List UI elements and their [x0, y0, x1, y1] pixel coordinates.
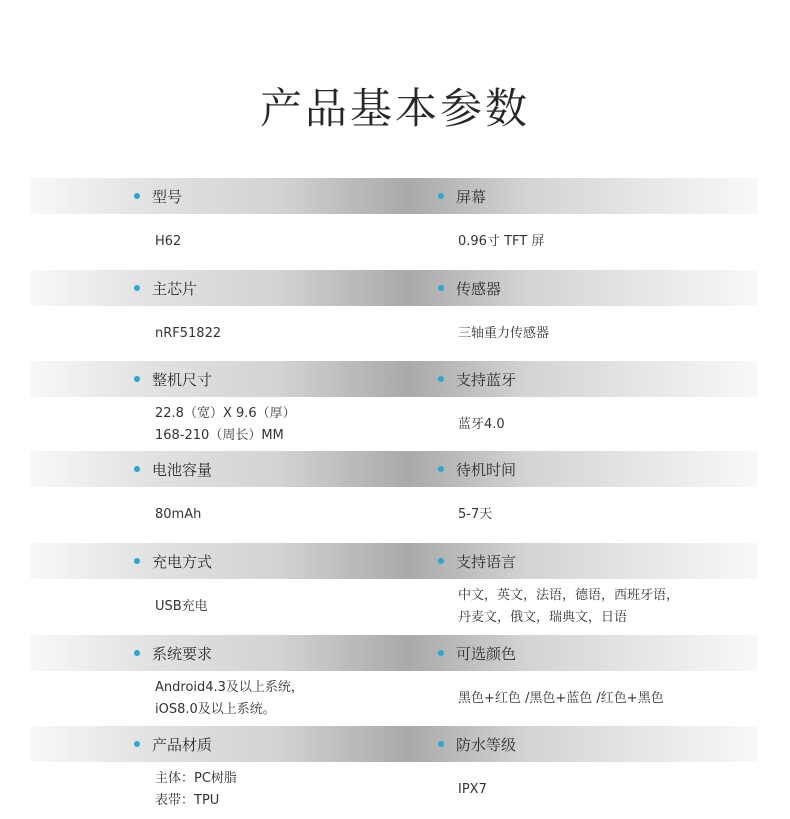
spec-value	[155, 671, 435, 727]
spec-label-text: 产品材质	[152, 735, 213, 754]
spec-value-line: 蓝牙4.0	[458, 417, 505, 432]
spec-value	[155, 579, 435, 635]
spec-label-text: 支持语言	[456, 552, 517, 571]
spec-value-line: USB充电	[155, 599, 208, 614]
spec-header-band	[30, 361, 758, 397]
spec-label-text: 型号	[152, 187, 183, 206]
spec-label	[134, 543, 212, 579]
spec-header-band	[30, 635, 758, 671]
bullet-dot-icon	[134, 558, 140, 564]
bullet-dot-icon	[134, 376, 140, 382]
spec-label	[438, 543, 516, 579]
spec-header-band	[30, 270, 758, 306]
spec-label-text: 整机尺寸	[152, 370, 213, 389]
spec-label	[438, 361, 516, 397]
spec-value	[458, 579, 748, 635]
spec-label-text: 可选颜色	[456, 644, 517, 663]
spec-label	[134, 178, 182, 214]
bullet-dot-icon	[134, 650, 140, 656]
spec-label-text: 待机时间	[456, 460, 517, 479]
spec-label-text: 支持蓝牙	[456, 370, 517, 389]
spec-label	[438, 726, 516, 762]
spec-value	[458, 762, 748, 818]
spec-label-text: 充电方式	[152, 552, 213, 571]
spec-header-band	[30, 726, 758, 762]
spec-value-line: 中文，英文，法语，德语，西班牙语，	[458, 588, 680, 603]
bullet-dot-icon	[438, 466, 444, 472]
spec-value-line: 80mAh	[155, 507, 202, 522]
spec-label	[134, 451, 212, 487]
bullet-dot-icon	[438, 650, 444, 656]
spec-value-line: 168-210（周长）MM	[155, 428, 284, 443]
spec-header-band	[30, 543, 758, 579]
bullet-dot-icon	[134, 741, 140, 747]
spec-value-line: 黑色+红色 /黑色+蓝色 /红色+黑色	[458, 691, 664, 706]
spec-label	[134, 635, 212, 671]
spec-value-line: 主体：PC树脂	[155, 771, 237, 786]
spec-label-text: 传感器	[456, 279, 502, 298]
spec-value	[155, 487, 435, 543]
spec-value-line: H62	[155, 234, 182, 249]
spec-header-band	[30, 451, 758, 487]
spec-label	[438, 451, 516, 487]
spec-label	[134, 270, 197, 306]
spec-value-line: 三轴重力传感器	[458, 326, 550, 341]
bullet-dot-icon	[438, 193, 444, 199]
spec-value-line: Android4.3及以上系统，	[155, 680, 304, 695]
bullet-dot-icon	[438, 376, 444, 382]
bullet-dot-icon	[134, 466, 140, 472]
spec-label-text: 主芯片	[152, 279, 198, 298]
spec-value-line: 表带：TPU	[155, 793, 220, 808]
spec-value-line: 5-7天	[458, 507, 493, 522]
spec-label-text: 系统要求	[152, 644, 213, 663]
spec-value	[458, 306, 748, 362]
spec-value	[155, 214, 435, 270]
spec-value	[155, 397, 435, 453]
spec-value-line: nRF51822	[155, 326, 222, 341]
spec-value-line: iOS8.0及以上系统。	[155, 702, 276, 717]
bullet-dot-icon	[134, 193, 140, 199]
spec-label	[134, 726, 212, 762]
spec-value	[458, 214, 748, 270]
bullet-dot-icon	[438, 558, 444, 564]
spec-label-text: 屏幕	[456, 187, 487, 206]
spec-label-text: 电池容量	[152, 460, 213, 479]
spec-value-line: 0.96寸 TFT 屏	[458, 234, 545, 249]
spec-label	[134, 361, 212, 397]
spec-value-line: 丹麦文，俄文，瑞典文，日语	[458, 610, 628, 625]
spec-value	[458, 397, 748, 453]
bullet-dot-icon	[438, 285, 444, 291]
spec-value	[155, 306, 435, 362]
bullet-dot-icon	[134, 285, 140, 291]
spec-value-line: 22.8（宽）X 9.6（厚）	[155, 406, 296, 421]
spec-label	[438, 270, 501, 306]
spec-header-band	[30, 178, 758, 214]
bullet-dot-icon	[438, 741, 444, 747]
spec-value-line: IPX7	[458, 782, 487, 797]
spec-value	[458, 671, 748, 727]
spec-value	[458, 487, 748, 543]
spec-label	[438, 635, 516, 671]
spec-label-text: 防水等级	[456, 735, 517, 754]
spec-label	[438, 178, 486, 214]
spec-value	[155, 762, 435, 818]
page-title: 产品基本参数	[259, 84, 530, 133]
